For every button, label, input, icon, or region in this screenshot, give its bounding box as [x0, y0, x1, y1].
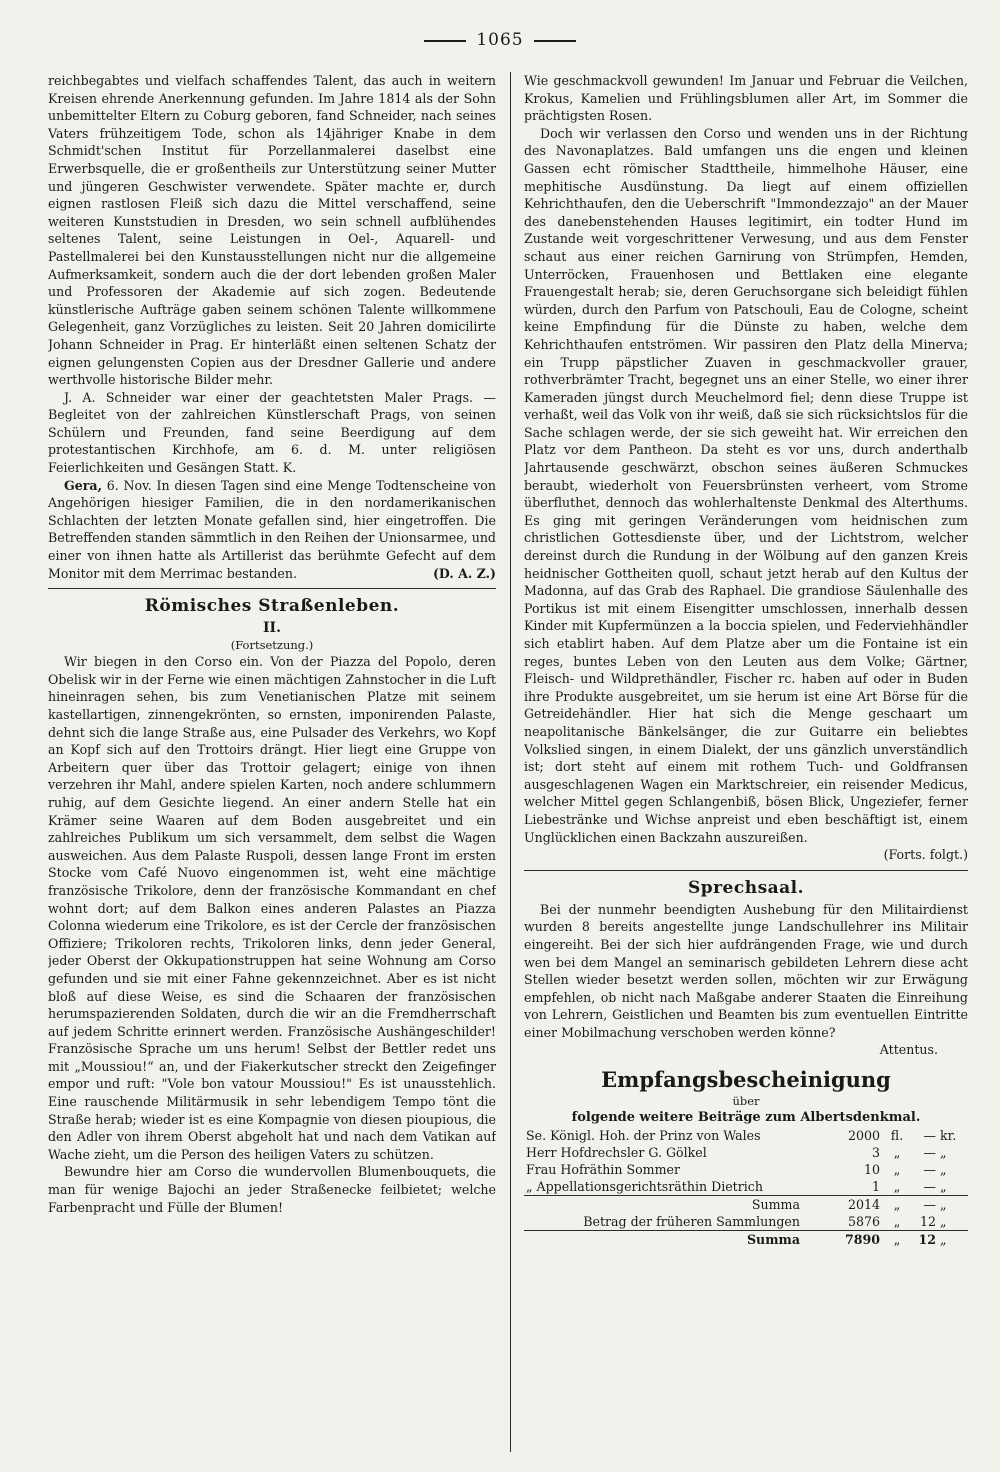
- receipt-kr-unit: „: [940, 1161, 947, 1177]
- receipt-amount: 3: [871, 1144, 880, 1160]
- receipt-kreuzer: 12: [912, 1230, 938, 1248]
- section-rule: [524, 870, 968, 871]
- table-row: [524, 1127, 968, 1144]
- receipt-kreuzer: 12: [919, 1213, 936, 1229]
- receipt-name: Summa: [524, 1195, 820, 1213]
- article2-continuation: (Fortsetzung.): [230, 638, 314, 653]
- receipt-amount: 2000: [847, 1127, 880, 1143]
- page-number: 1065: [0, 30, 1000, 50]
- gera-paragraph: [48, 477, 496, 583]
- receipt-name: Betrag der früheren Sammlungen: [583, 1213, 800, 1229]
- table-row: [524, 1178, 968, 1196]
- receipt-name: Frau Hofräthin Sommer: [526, 1161, 681, 1177]
- receipt-intro: folgende weitere Beiträge zum Albertsdenkmal.: [571, 1110, 921, 1126]
- right-paragraph-1: Wie geschmackvoll gewunden! Im Januar und Februar die Veilchen, Krokus, Kamelien und Frühlingsblumen aller Art, im Sommer die prächtigsten Rosen.: [524, 73, 968, 124]
- receipt-amount: 10: [863, 1161, 880, 1177]
- article2-paragraph-1: Wir biegen in den Corso ein. Von der Piazza del Popolo, deren Obelisk wir in der Ferne wie einen mächtigen Zahnstocher in die Luft hineinragen sehen, bis zum Venetianischen Platze mit seinem kastellartigen, zinnengekrönten, so ernsten, imponirenden Palaste, dehnt sich die lange Straße aus, eine Pulsader des Verkehrs, wo Kopf an Kopf sich auf den Trottoirs drängt. Hier liegt eine Gruppe von Arbeitern quer über das Trottoir gelagert; einige von ihnen verzehren ihr Mahl, andere spielen Karten, noch andere schlummern ruhig, auf dem Gesichte liegend. An einer andern Stelle hat ein Krämer seine Waaren auf dem Boden ausgebreitet und ein zahlreiches Publikum um sich versammelt, dem selbst die Wagen ausweichen. Aus dem Palaste Ruspoli, dessen lange Front im ersten Stocke vom Café Nuovo eingenommen ist, weht eine mächtige französische Trikolore, denn der französische Kommandant en chef wohnt dort; auf dem Balkon eines anderen Palastes an Piazza Colonna wiederum eine Trikolore, es ist der Cercle der französischen Offiziere; Trikoloren rechts, Trikoloren links, denn jeder General, jeder Oberst der Okkupationstruppen hat seine Wohnung am Corso gefunden und sie mit einer Fahne gekennzeichnet. Aber es ist nicht bloß auf diese Weise, es sind die Schaaren der französischen herumspazierenden Soldaten, durch die wir an die Fremdherrschaft auf jedem Schritte erinnert werden. Französische Aushängeschilder! Französische Sprache um uns herum! Selbst der Bettler redet uns mit „Moussiou!“ an, und der Fiakerkutscher streckt den Zeigefinger empor und ruft: "Vole bon vatour Moussiou!" Es ist unausstehlich. Eine rauschende Militärmusik in sehr lebendigem Tempo tönt die Straße herab; wieder ist es eine Kompagnie von diesen pioupious, die den Adler von ihrem Oberst abgeholt hat und nach dem Vatikan auf Wache zieht, um die Person des heiligen Vaters zu schützen.: [48, 654, 496, 1162]
- receipt-kr-unit: „: [938, 1230, 968, 1248]
- receipt-summa-row: [524, 1195, 968, 1213]
- receipt-name: „ Appellationsgerichtsräthin Dietrich: [526, 1178, 763, 1194]
- receipt-kreuzer: —: [912, 1195, 938, 1213]
- receipt-unit: „: [893, 1161, 901, 1177]
- receipt-kreuzer: —: [923, 1178, 936, 1194]
- sprechsaal-title: Sprechsaal.: [687, 877, 805, 898]
- receipt-name: Herr Hofdrechsler G. Gölkel: [526, 1144, 707, 1160]
- receipt-kr-unit: „: [940, 1178, 947, 1194]
- article2-paragraph-2: Bewundre hier am Corso die wundervollen Blumenbouquets, die man für wenige Bajochi an jeder Straßenecke feilbietet; welche Farbenpracht und Fülle der Blumen!: [48, 1164, 496, 1215]
- receipt-previous-row: [524, 1213, 968, 1231]
- article1-paragraph-1: reichbegabtes und vielfach schaffendes Talent, das auch in weitern Kreisen ehrende Anerkennung gefunden. Im Jahre 1814 als der Sohn unbemittelter Eltern zu Coburg geboren, fand Schneider, nach seines Vaters frühzeitigem Tode, schon als 14jähriger Knabe in dem Schmidt'schen Institut für Porzellanmalerei daselbst eine Erwerbsquelle, die er großentheils zur Unterstützung seiner Mutter und jüngeren Geschwister verwendete. Später machte er, durch eignen rastlosen Fleiß sich dazu die Mittel verschaffend, seine weiteren Kunststudien in Dresden, wo sein schnell aufblühendes seltenes Talent, seine Leistungen in Oel-, Aquarell- und Pastellmalerei bei den Kunstausstellungen nicht nur die allgemeine Aufmerksamkeit, sondern auch die der dort lebenden großen Maler und Professoren der Akademie auf sich zogen. Bedeutende künstlerische Aufträge gaben seinem schönen Talente willkommene Gelegenheit, ganz Vorzügliches zu leisten. Seit 20 Jahren domicilirte Johann Schneider in Prag. Er hinterläßt einen seltenen Schatz der eignen gelungensten Copien aus der Dresdner Gallerie und andere werthvolle historische Bilder mehr.: [48, 73, 496, 388]
- receipt-total-row: [524, 1230, 968, 1248]
- receipt-title: Empfangsbescheinigung: [601, 1067, 891, 1093]
- left-column: [48, 72, 496, 1452]
- article2-title: Römisches Straßenleben.: [144, 596, 400, 617]
- receipt-table: [524, 1127, 968, 1248]
- receipt-amount: 5876: [847, 1213, 880, 1229]
- receipt-amount: 2014: [820, 1195, 882, 1213]
- receipt-kr-unit: „: [938, 1195, 968, 1213]
- receipt-kr-unit: kr.: [940, 1127, 957, 1143]
- receipt-kreuzer: —: [923, 1161, 936, 1177]
- receipt-amount: 1: [871, 1178, 880, 1194]
- gera-source: (D. A. Z.): [432, 565, 496, 581]
- receipt-unit: „: [882, 1230, 912, 1248]
- gera-text: 6. Nov. In diesen Tagen sind eine Menge Todtenscheine von Angehörigen hiesiger Familien, die in den nordamerikanischen Schlachten der letzten Monate gefallen sind, hier eingetroffen. Die Betreffenden standen sämmtlich in den Reihen der Unionsarmee, und einer von ihnen hatte als Artillerist das berühmte Gefecht auf dem Monitor mit dem Merrimac bestanden.: [48, 477, 496, 581]
- receipt-amount: 7890: [820, 1230, 882, 1248]
- section-rule: [48, 588, 496, 589]
- receipt-kr-unit: „: [940, 1144, 947, 1160]
- receipt-unit: „: [893, 1178, 901, 1194]
- receipt-unit: „: [893, 1213, 901, 1229]
- receipt-kr-unit: „: [940, 1213, 947, 1229]
- table-row: [524, 1161, 968, 1178]
- article1-paragraph-2: J. A. Schneider war einer der geachtetsten Maler Prags. — Begleitet von der zahlreichen Künstlerschaft Prags, von seinen Schülern und Freunden, fand seine Beerdigung auf dem protestantischen Kirchhofe, am 6. d. M. unter religiösen Feierlichkeiten und Gesängen Statt. K.: [48, 389, 496, 476]
- receipt-over: über: [732, 1094, 760, 1109]
- article2-part: II.: [263, 620, 281, 637]
- receipt-kreuzer: —: [923, 1127, 936, 1143]
- receipt-unit: „: [882, 1195, 912, 1213]
- receipt-unit: fl.: [890, 1127, 904, 1143]
- sprechsaal-signature: Attentus.: [879, 1042, 938, 1058]
- receipt-name: Summa: [524, 1230, 820, 1248]
- receipt-kreuzer: —: [923, 1144, 936, 1160]
- right-paragraph-2: Doch wir verlassen den Corso und wenden uns in der Richtung des Navonaplatzes. Bald umfangen uns die engen und kleinen Gassen echt römischer Stadttheile, himmelhohe Häuser, eine mephitische Ausdünstung. Da liegt auf einem offiziellen Kehrichthaufen, den die Ueberschrift "Immondezzajo" an der Mauer des danebenstehenden Hauses legitimirt, ein todter Hund im Zustande weit vorgeschrittener Verwesung, und aus dem Fenster schaut aus einer reichen Garnirung von Strümpfen, Hemden, Unterröcken, Frauenhosen und Bettlaken eine elegante Frauengestalt herab; sie, deren Geruchsorgane sich beleidigt fühlen würden, durch den Parfum von Patschouli, Eau de Cologne, scheint keine Empfindung für die Dünste zu haben, welche dem Kehrichthaufen entströmen. Wir passiren den Platz della Minerva; ein Trupp päpstlicher Zuaven in geschmackvoller grauer, rothverbrämter Tracht, begegnet uns an einer Stelle, wo einer ihrer Kameraden jüngst durch Meuchelmord fiel; denn diese Truppe ist verhaßt, weil das Volk von ihr weiß, daß sie sich rücksichtslos für die Sache schlagen werde, der sie sich geweiht hat. Wir erreichen den Platz vor dem Pantheon. Da steht es vor uns, durch anderthalb Jahrtausende geschwärzt, obschon seines äußeren Schmuckes beraubt, wiederholt von Feuersbrünsten verheert, vom Strome überfluthet, dennoch das wohlerhaltenste Denkmal des Alterthums. Es ging mit geringen Veränderungen vom heidnischen zum christlichen Gottesdienste über, und der Lichtstrom, welcher dereinst durch die Rundung in der Wölbung auf den ganzen Kreis heidnischer Gottheiten quoll, schaut jetzt herab auf den Kultus der Madonna, auf das Grab des Raphael. Die grandiose Säulenhalle des Portikus ist mit einem Eisengitter umschlossen, innerhalb dessen Kinder mit Kupfermünzen a la boccia spielen, und Federviehhändler sich etablirt haben. Auf dem Platze aber um die Fontaine ist ein reges, buntes Leben von den Leuten aus dem Volke; Gärtner, Fleisch- und Wildprethändler, Fischer rc. haben auf oder in Buden ihre Produkte ausgebreitet, um sie herum ist eine Art Börse für die Getreidehändler. Hier hat sich die Menge geschaart um neapolitanische Bänkelsänger, die zur Guitarre ein beliebtes Volkslied singen, in einem Dialekt, der uns gänzlich unverständlich ist; dort steht auf einem mit rothem Tuch- und Goldfransen ausgeschlagenen Wagen ein Marktschreier, ein reisender Medicus, welcher Mittel gegen Schlangenbiß, bösen Blick, Ungeziefer, ferner Liebestränke und Wichse anpreist und eben beschäftigt ist, einem Unglücklichen einen Backzahn auszureißen.: [524, 125, 968, 845]
- table-row: [524, 1144, 968, 1161]
- column-divider: [510, 72, 511, 1452]
- right-column: [524, 72, 968, 1452]
- continuation-note: (Forts. folgt.): [883, 847, 968, 863]
- receipt-unit: „: [893, 1144, 901, 1160]
- gera-place: Gera,: [64, 477, 102, 493]
- sprechsaal-text: Bei der nunmehr beendigten Aushebung für den Militairdienst wurden 8 bereits angestellte junge Landschullehrer ins Militair eingereiht. Bei der sich hier aufdrängenden Frage, wie und durch wen bei dem Mangel an seminarisch gebildeten Lehrern diese acht Stellen wieder besetzt werden sollen, möchten wir zur Erwägung empfehlen, ob nicht nach Maßgabe anderer Staaten die Einreihung von Lehrern, Geistlichen und Beamten bis zum eventuellen Eintritte einer Mobilmachung verschoben werden könne?: [524, 901, 968, 1040]
- receipt-name: Se. Königl. Hoh. der Prinz von Wales: [526, 1127, 761, 1143]
